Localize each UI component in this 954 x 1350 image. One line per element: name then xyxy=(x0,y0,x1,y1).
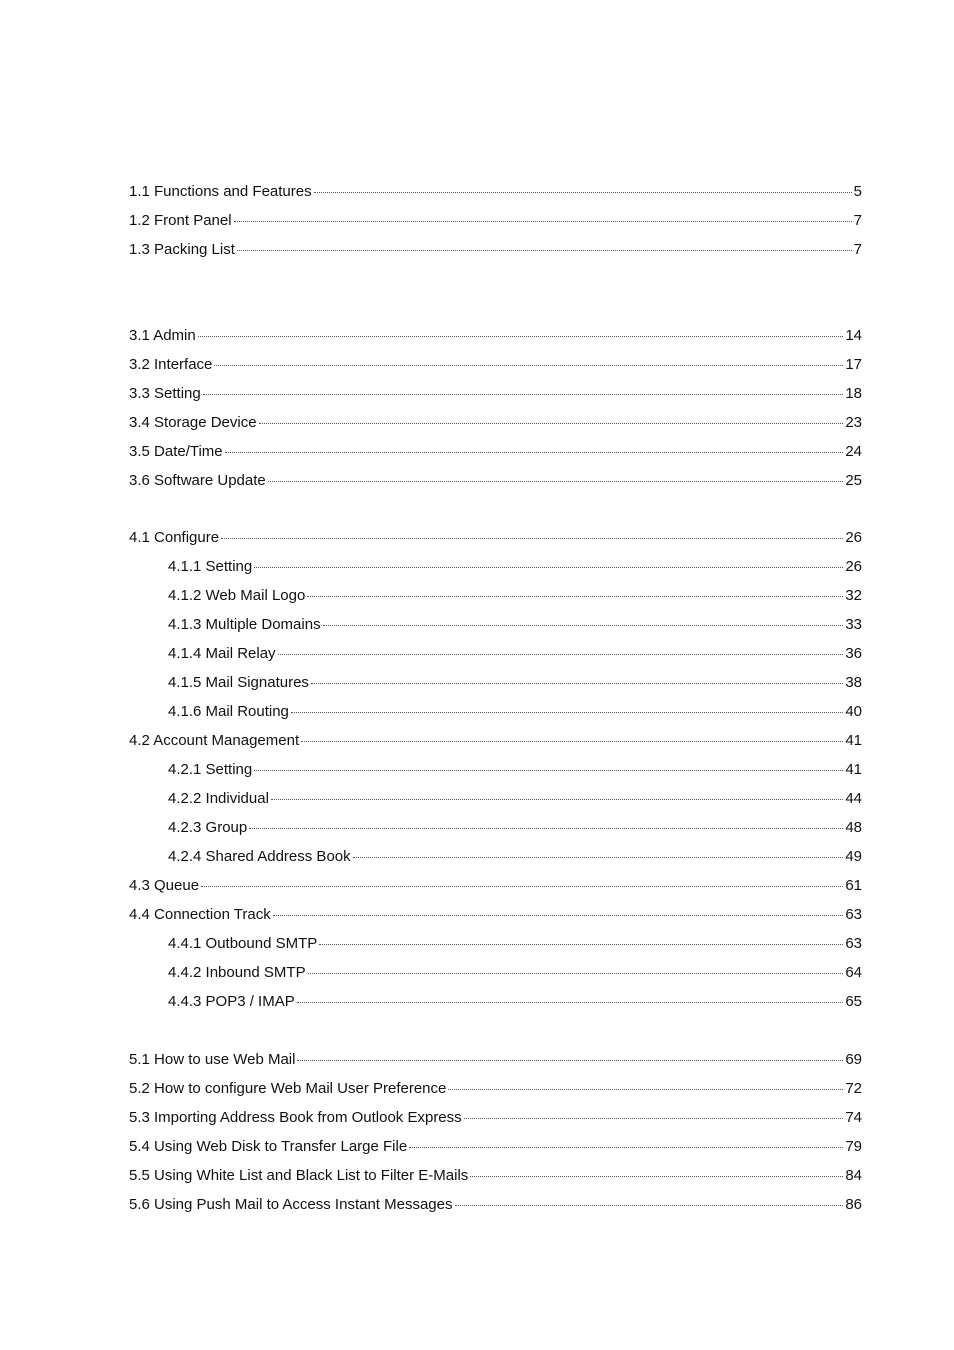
toc-entry[interactable] xyxy=(129,1045,862,1074)
toc-leader-dots xyxy=(323,624,844,626)
toc-entry[interactable] xyxy=(129,408,862,437)
toc-entry-page: 69 xyxy=(845,1051,862,1068)
toc-leader-dots xyxy=(259,422,844,424)
toc-entry-label: 5.3 Importing Address Book from Outlook Express xyxy=(129,1109,462,1126)
toc-entry-label: 4.2.3 Group xyxy=(168,819,248,836)
toc-entry-page: 86 xyxy=(845,1196,862,1213)
toc-entry-page: 26 xyxy=(845,558,862,575)
toc-entry-page: 14 xyxy=(845,327,862,344)
toc-leader-dots xyxy=(249,827,843,829)
section-gap xyxy=(129,1016,862,1045)
toc-leader-dots xyxy=(254,566,843,568)
toc-entry[interactable] xyxy=(129,379,862,408)
toc-leader-dots xyxy=(221,537,843,539)
toc-entry-label: 5.6 Using Push Mail to Access Instant Messages xyxy=(129,1196,453,1213)
toc-entry[interactable] xyxy=(129,350,862,379)
toc-entry-page: 44 xyxy=(845,790,862,807)
toc-entry[interactable] xyxy=(129,466,862,495)
toc-entry[interactable] xyxy=(129,437,862,466)
toc-subentry[interactable] xyxy=(129,958,862,987)
toc-leader-dots xyxy=(297,1001,844,1003)
section-gap xyxy=(129,264,862,321)
toc-subentry[interactable] xyxy=(129,639,862,668)
toc-leader-dots xyxy=(455,1204,844,1206)
toc-entry-label: 4.4.1 Outbound SMTP xyxy=(168,935,318,952)
toc-entry[interactable] xyxy=(129,1161,862,1190)
toc-entry-label: 4.2 Account Management xyxy=(129,732,300,749)
toc-entry-page: 84 xyxy=(845,1167,862,1184)
toc-entry-label: 3.6 Software Update xyxy=(129,472,266,489)
toc-entry[interactable] xyxy=(129,523,862,552)
toc-leader-dots xyxy=(214,364,843,366)
toc-entry-label: 3.1 Admin xyxy=(129,327,196,344)
toc-entry-page: 7 xyxy=(853,212,862,229)
toc-leader-dots xyxy=(254,769,843,771)
toc-entry-page: 65 xyxy=(845,993,862,1010)
toc-subentry[interactable] xyxy=(129,755,862,784)
toc-entry-label: 5.2 How to configure Web Mail User Preference xyxy=(129,1080,447,1097)
toc-entry[interactable] xyxy=(129,726,862,755)
toc-group-section3 xyxy=(129,321,862,495)
toc-entry-label: 4.1 Configure xyxy=(129,529,220,546)
toc-entry-page: 48 xyxy=(845,819,862,836)
toc-entry-page: 36 xyxy=(845,645,862,662)
toc-entry[interactable] xyxy=(129,206,862,235)
toc-entry-label: 4.1.4 Mail Relay xyxy=(168,645,276,662)
toc-leader-dots xyxy=(319,943,843,945)
toc-leader-dots xyxy=(464,1117,844,1119)
table-of-contents xyxy=(129,177,862,1219)
toc-leader-dots xyxy=(203,393,844,395)
toc-entry-label: 5.4 Using Web Disk to Transfer Large File xyxy=(129,1138,408,1155)
toc-entry-page: 7 xyxy=(853,241,862,258)
toc-entry-label: 4.2.1 Setting xyxy=(168,761,253,778)
toc-entry-page: 40 xyxy=(845,703,862,720)
toc-entry-page: 74 xyxy=(845,1109,862,1126)
toc-entry-page: 72 xyxy=(845,1080,862,1097)
toc-group-section4 xyxy=(129,523,862,1016)
toc-entry-page: 38 xyxy=(845,674,862,691)
toc-entry-label: 4.1.3 Multiple Domains xyxy=(168,616,321,633)
toc-entry-label: 4.1.5 Mail Signatures xyxy=(168,674,309,691)
toc-entry-page: 17 xyxy=(845,356,862,373)
toc-entry-label: 4.4.2 Inbound SMTP xyxy=(168,964,306,981)
toc-entry-label: 4.1.6 Mail Routing xyxy=(168,703,289,720)
toc-leader-dots xyxy=(225,451,844,453)
toc-subentry[interactable] xyxy=(129,987,862,1016)
toc-entry-label: 4.4.3 POP3 / IMAP xyxy=(168,993,295,1010)
toc-entry-page: 63 xyxy=(845,935,862,952)
toc-entry[interactable] xyxy=(129,177,862,206)
toc-entry-label: 4.4 Connection Track xyxy=(129,906,271,923)
toc-entry[interactable] xyxy=(129,1074,862,1103)
toc-leader-dots xyxy=(198,335,844,337)
toc-leader-dots xyxy=(273,914,844,916)
toc-entry-page: 63 xyxy=(845,906,862,923)
toc-entry[interactable] xyxy=(129,321,862,350)
toc-subentry[interactable] xyxy=(129,610,862,639)
toc-entry-page: 18 xyxy=(845,385,862,402)
toc-leader-dots xyxy=(301,740,843,742)
toc-entry-page: 41 xyxy=(845,732,862,749)
toc-entry-label: 4.2.2 Individual xyxy=(168,790,269,807)
toc-group-section1 xyxy=(129,177,862,264)
toc-leader-dots xyxy=(314,191,852,193)
toc-entry-page: 61 xyxy=(845,877,862,894)
toc-entry-label: 4.2.4 Shared Address Book xyxy=(168,848,351,865)
toc-entry-label: 4.1.2 Web Mail Logo xyxy=(168,587,306,604)
toc-group-section5 xyxy=(129,1045,862,1219)
toc-leader-dots xyxy=(237,249,852,251)
toc-leader-dots xyxy=(311,682,843,684)
toc-subentry[interactable] xyxy=(129,581,862,610)
toc-entry[interactable] xyxy=(129,1190,862,1219)
toc-entry-page: 64 xyxy=(845,964,862,981)
toc-leader-dots xyxy=(201,885,843,887)
toc-leader-dots xyxy=(291,711,843,713)
toc-entry-page: 41 xyxy=(845,761,862,778)
toc-leader-dots xyxy=(307,595,843,597)
toc-entry[interactable] xyxy=(129,1132,862,1161)
toc-leader-dots xyxy=(470,1175,843,1177)
toc-leader-dots xyxy=(448,1088,843,1090)
section-gap xyxy=(129,495,862,523)
toc-leader-dots xyxy=(278,653,844,655)
toc-entry[interactable] xyxy=(129,900,862,929)
toc-leader-dots xyxy=(268,480,844,482)
toc-entry-page: 49 xyxy=(845,848,862,865)
toc-entry-page: 24 xyxy=(845,443,862,460)
toc-entry-page: 23 xyxy=(845,414,862,431)
toc-entry-page: 79 xyxy=(845,1138,862,1155)
toc-leader-dots xyxy=(271,798,843,800)
toc-entry-page: 5 xyxy=(853,183,862,200)
toc-entry[interactable] xyxy=(129,871,862,900)
toc-entry-label: 5.1 How to use Web Mail xyxy=(129,1051,296,1068)
toc-entry-label: 3.4 Storage Device xyxy=(129,414,257,431)
toc-entry-label: 5.5 Using White List and Black List to Filter E-Mails xyxy=(129,1167,469,1184)
toc-subentry[interactable] xyxy=(129,668,862,697)
toc-subentry[interactable] xyxy=(129,813,862,842)
toc-entry-label: 3.2 Interface xyxy=(129,356,213,373)
toc-leader-dots xyxy=(297,1059,843,1061)
toc-entry-label: 1.1 Functions and Features xyxy=(129,183,312,200)
toc-leader-dots xyxy=(308,972,844,974)
toc-entry-label: 3.5 Date/Time xyxy=(129,443,223,460)
toc-subentry[interactable] xyxy=(129,552,862,581)
toc-entry[interactable] xyxy=(129,1103,862,1132)
toc-entry-label: 4.3 Queue xyxy=(129,877,200,894)
toc-subentry[interactable] xyxy=(129,697,862,726)
toc-entry-page: 25 xyxy=(845,472,862,489)
toc-entry-label: 4.1.1 Setting xyxy=(168,558,253,575)
toc-subentry[interactable] xyxy=(129,929,862,958)
toc-entry-page: 32 xyxy=(845,587,862,604)
toc-leader-dots xyxy=(234,220,852,222)
toc-entry-label: 1.3 Packing List xyxy=(129,241,235,258)
toc-entry-label: 1.2 Front Panel xyxy=(129,212,232,229)
toc-subentry[interactable] xyxy=(129,784,862,813)
toc-subentry[interactable] xyxy=(129,842,862,871)
toc-leader-dots xyxy=(409,1146,843,1148)
toc-entry-page: 33 xyxy=(845,616,862,633)
toc-leader-dots xyxy=(353,856,844,858)
toc-entry-page: 26 xyxy=(845,529,862,546)
toc-entry-label: 3.3 Setting xyxy=(129,385,201,402)
toc-entry[interactable] xyxy=(129,235,862,264)
